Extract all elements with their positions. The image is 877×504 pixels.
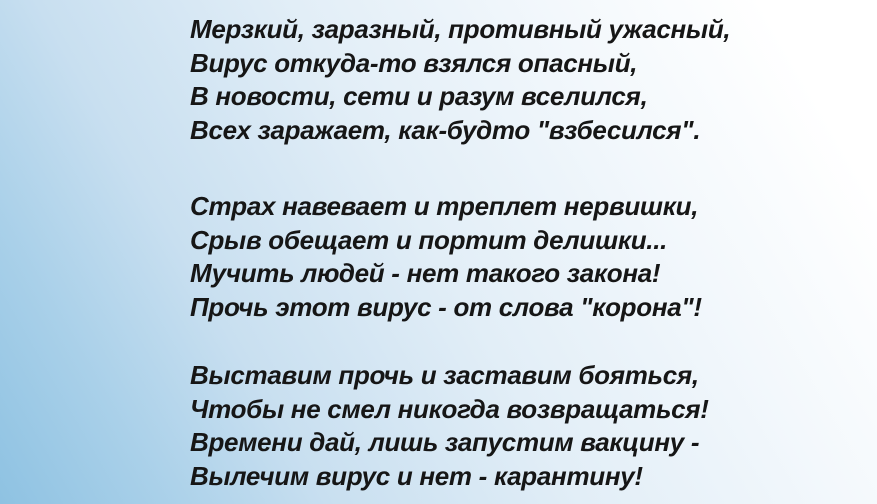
poem-line: Срыв обещает и портит делишки... [190,224,668,255]
poem-stanza-1 [190,13,730,147]
poem-stanza-2 [190,190,730,324]
poem-line: Страх навевает и треплет нервишки, [190,191,699,221]
poem-text-block [190,13,730,493]
poem-line: Времени дай, лишь запустим вакцину - [190,427,700,457]
poem-line: Прочь этот вирус - от слова "корона"! [190,291,702,322]
poem-line: Мучить людей - нет такого закона! [190,258,661,288]
poem-stanza-3 [190,359,730,493]
poem-line: Всех заражает, как-будто "взбесился". [190,114,701,145]
poem-line: Чтобы не смел никогда возвращаться! [190,393,709,424]
poem-line: В новости, сети и разум вселился, [190,81,648,111]
poem-line: Вирус откуда-то взялся опасный, [190,47,638,78]
poem-line: Мерзкий, заразный, противный ужасный, [190,14,731,44]
poem-line: Вылечим вирус и нет - карантину! [190,460,643,491]
poem-line: Выставим прочь и заставим бояться, [190,360,699,390]
